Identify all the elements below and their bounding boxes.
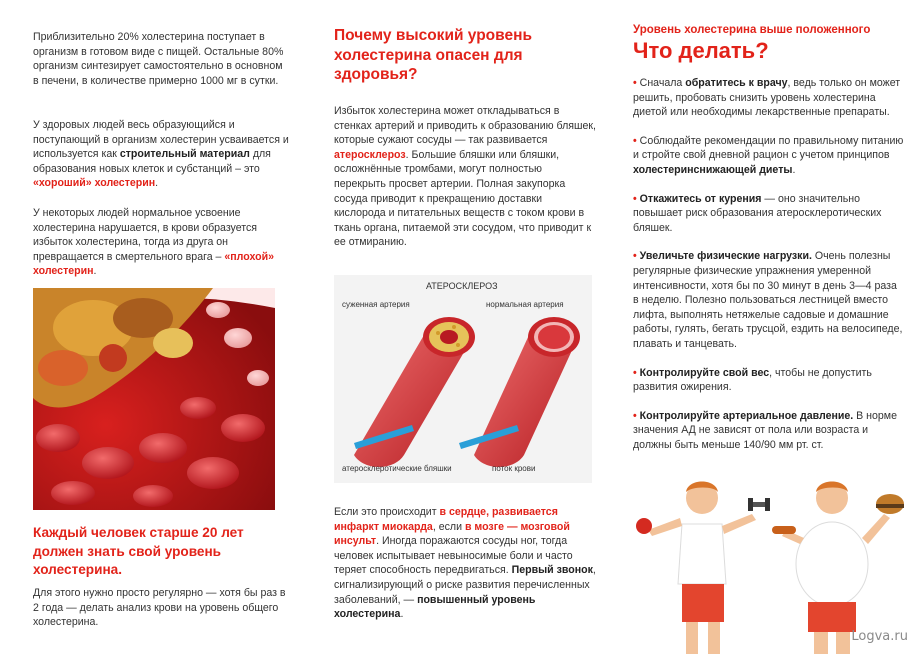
- blood-test-paragraph: [33, 586, 291, 630]
- text-span: , сигнализирующий о риске развития перечисленных заболеваний, —: [334, 564, 596, 606]
- text-span: Если это происходит: [334, 506, 440, 518]
- danger-heading: Почему высокий уровень холестерина опасен для здоровья?: [334, 27, 532, 83]
- text-span: Очень полезны регулярные физические упражнения умеренной интенсивности, хотя бы по 30 минут в день 3—4 раза в неделю. Полезно пользоваться лестницей вместо лифта, выполнять нетяжелые садовые и домашние работы, гулять, бегать трусцой, ездить на велосипеде, плавать и танцевать.: [633, 250, 903, 350]
- list-item: [633, 134, 905, 178]
- text-span: Соблюдайте рекомендации по правильному питанию и стройте свой дневной рацион с учетом принципов: [633, 134, 904, 162]
- label-normal-artery: нормальная артерия: [486, 300, 564, 309]
- text-span: , чтобы не допустить развития ожирения.: [633, 366, 872, 394]
- apple-icon: [636, 518, 652, 534]
- bold-span: Контролируйте свой вес: [639, 366, 770, 379]
- highlight-span: «хороший» холестерин: [33, 177, 156, 190]
- bold-span: Контролируйте артериальное давление.: [639, 409, 854, 422]
- text-span: для образования новых клеток и субстанций – это: [33, 148, 271, 175]
- bold-span: повышенный уровень холестерина: [334, 593, 536, 621]
- text-span: В норме значения АД не зависят от пола или возраста и должны быть меньше 140/90 мм рт. ст.: [633, 409, 897, 451]
- text-span: .: [155, 177, 159, 190]
- people-illustration: [622, 474, 912, 654]
- text-span: У здоровых людей весь образующийся и поступающий в организм холестерин усваивается и используется как: [33, 119, 289, 161]
- fit-person: [636, 482, 770, 654]
- watermark: Logva.ru: [851, 629, 908, 644]
- text-span: Для этого нужно просто регулярно — хотя бы раз в 2 года — делать анализ крови на уровень общего холестерина.: [33, 587, 286, 629]
- blood-vessel-food-illustration: [33, 288, 275, 510]
- text-span: .: [400, 608, 404, 621]
- bullet: •: [633, 134, 637, 147]
- bullet: •: [633, 192, 637, 205]
- text-span: .: [93, 265, 97, 278]
- recommendations-list: [633, 76, 905, 466]
- blood-vessel-food-image: [33, 288, 275, 510]
- bullet: •: [633, 77, 637, 89]
- list-item: [633, 249, 905, 351]
- high-level-subtitle: Уровень холестерина выше положенного: [633, 24, 871, 36]
- label-plaques: атеросклеротические бляшки: [342, 464, 452, 473]
- hotdog-icon: [772, 526, 796, 534]
- text-span: Избыток холестерина может откладываться в стенках артерий и приводить к образованию бляшек, которые сужают сосуды — так развивается: [334, 105, 596, 147]
- text-span: . Большие бляшки или бляшки, осложнённые тромбами, могут полностью перекрыть просвет артерии. Полная закупорка сосуда приводит к прекращению доставки кислорода и питательных веществ с током крови в ткань органа, питаемой эти сосудом, что приводит к ее отмиранию.: [334, 148, 592, 249]
- bullet: •: [633, 409, 637, 422]
- text-span: Сначала: [639, 77, 686, 89]
- bold-span: Первый звонок: [511, 564, 593, 577]
- artery-illustration: [334, 275, 592, 483]
- bullet: •: [633, 250, 637, 263]
- bold-span: строительный материал: [119, 148, 250, 161]
- text-span: . Иногда поражаются сосуды ног, тогда человек испытывает невыносимые боли и часто теряет способность передвигаться.: [334, 535, 573, 577]
- highlight-span: в сердце, развивается инфаркт миокарда: [334, 506, 558, 533]
- list-item: [633, 366, 905, 395]
- label-narrow-artery: суженная артерия: [342, 300, 410, 309]
- intro-paragraph: [33, 30, 291, 88]
- what-to-do-heading: Что делать?: [633, 38, 769, 63]
- bullet: •: [633, 366, 637, 379]
- text-span: , ведь только он может решить, пробовать снизить уровень холестерина диетой или необходимы лекарственные препараты.: [633, 77, 901, 119]
- text-span: .: [792, 163, 796, 176]
- bad-cholesterol-paragraph: [33, 206, 291, 279]
- text-span: , если: [432, 520, 465, 533]
- label-blood-flow: поток крови: [492, 464, 536, 473]
- text-span: — оно значительно повышает риск образования атеросклеротических бляшек.: [633, 192, 882, 234]
- consequences-paragraph: [334, 505, 596, 622]
- bold-span: Увеличьте физические нагрузки.: [639, 250, 812, 263]
- list-item: [633, 192, 905, 236]
- bold-span: обратитесь к врачу: [685, 77, 788, 89]
- highlight-span: «плохой» холестерин: [33, 250, 274, 278]
- highlight-span: в мозге — мозговой инсульт: [334, 520, 570, 548]
- bold-span: холестеринснижающей диеты: [633, 163, 793, 176]
- text-span: У некоторых людей нормальное усвоение холестерина нарушается, в крови образуется избыток холестерина, тогда из друга он превращается в смертельного врага –: [33, 207, 258, 263]
- healthy-vs-unhealthy-illustration: [622, 474, 912, 654]
- list-item: [633, 409, 905, 453]
- bold-span: Откажитесь от курения: [639, 192, 762, 205]
- good-cholesterol-paragraph: [33, 118, 291, 191]
- list-item: [633, 76, 905, 120]
- intro-text: Приблизительно 20% холестерина поступает в организм в готовом виде с пищей. Остальные 80% организм синтезирует самостоятельно в основном в печени, в количестве примерно 1000 мг в сутки.: [33, 31, 284, 87]
- atherosclerosis-diagram: [334, 275, 592, 483]
- highlight-span: атеросклероз: [334, 148, 406, 161]
- check-cholesterol-heading: Каждый человек старше 20 лет должен знать свой уровень холестерина.: [33, 525, 244, 577]
- diagram-title: АТЕРОСКЛЕРОЗ: [426, 281, 498, 291]
- atherosclerosis-paragraph: [334, 104, 596, 250]
